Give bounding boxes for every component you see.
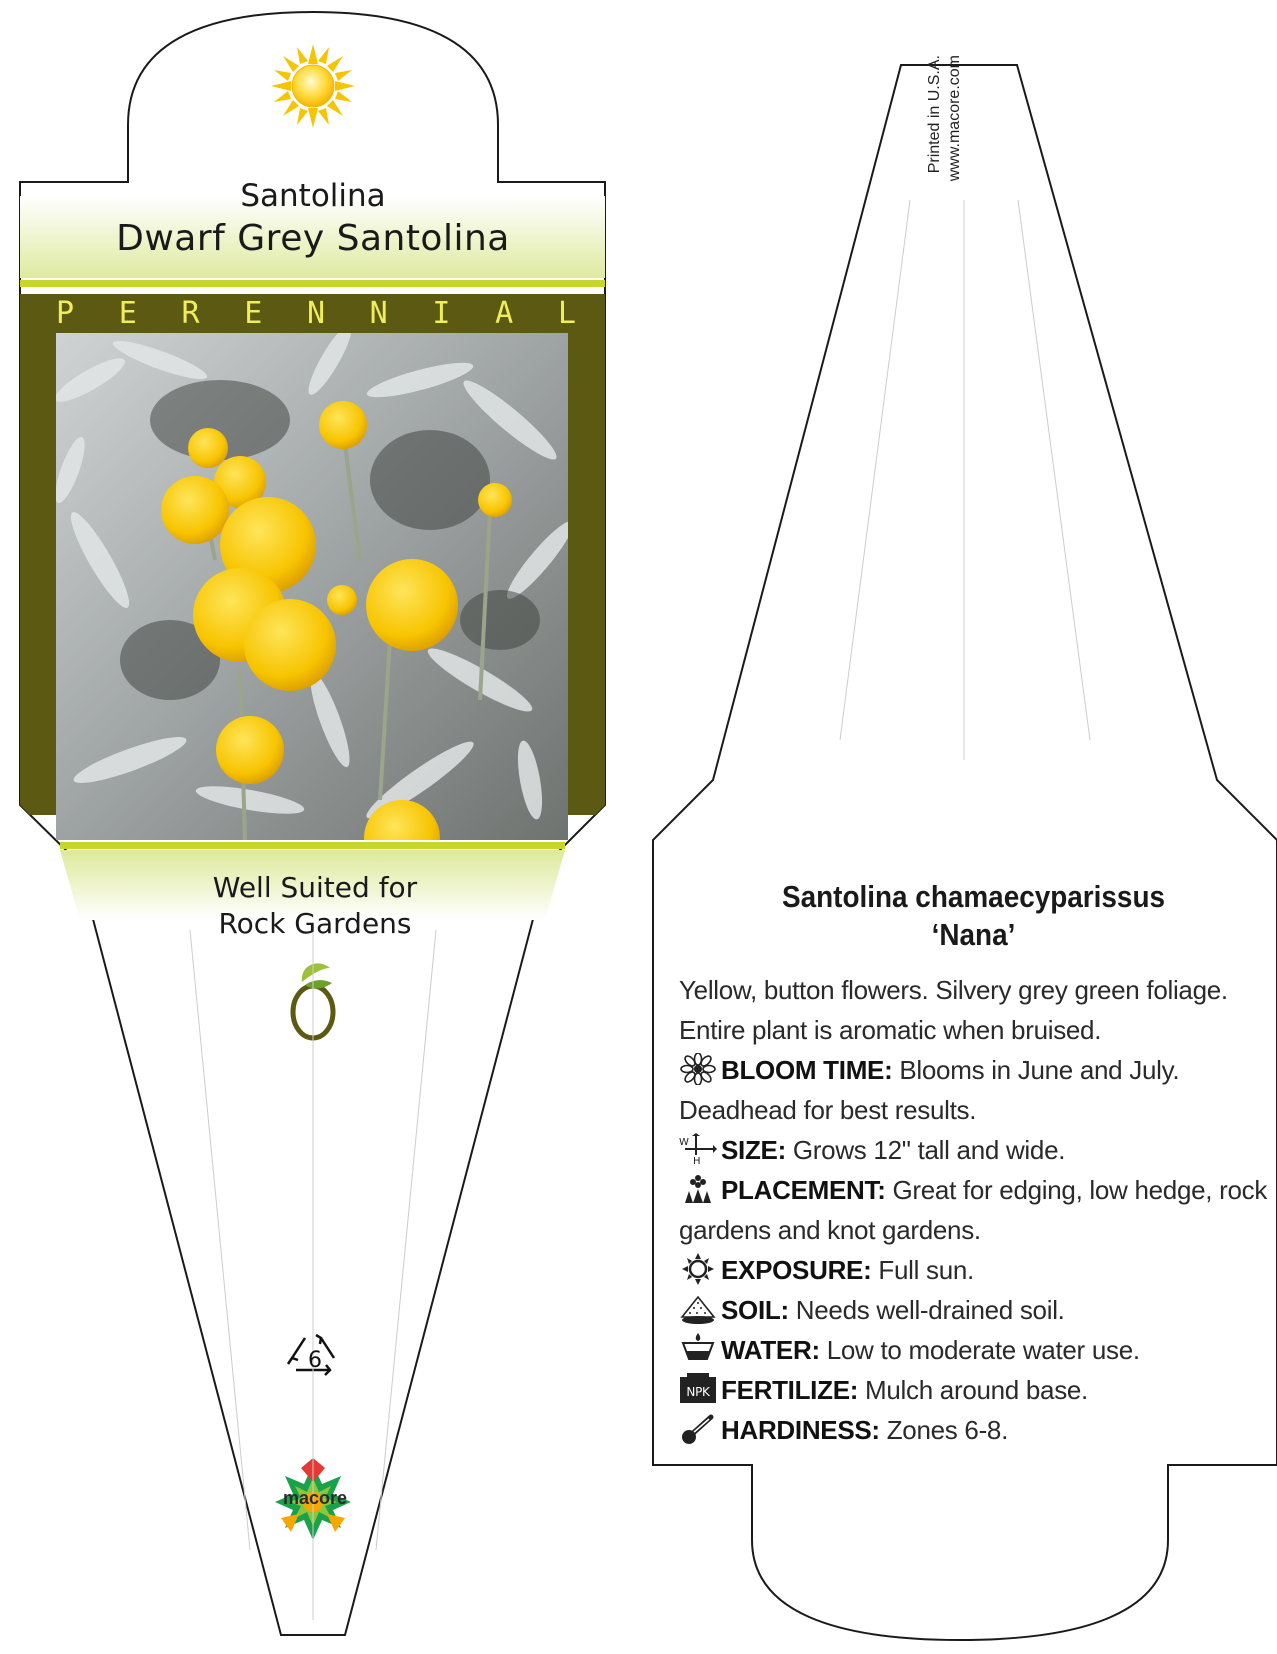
category-letter: N <box>306 296 325 331</box>
category-letter: N <box>369 296 388 331</box>
attribute-text: Zones 6-8. <box>879 1415 1009 1445</box>
category-letter: E <box>118 296 137 331</box>
category-letter: P <box>56 296 75 331</box>
care-description <box>679 970 1269 1450</box>
attribute-label: BLOOM TIME: <box>721 1055 893 1085</box>
plant-photo <box>50 321 580 876</box>
attribute-label: EXPOSURE: <box>721 1255 872 1285</box>
variety-name: Dwarf Grey Santolina <box>116 218 510 259</box>
attribute-text: Needs well-drained soil. <box>788 1295 1065 1325</box>
sun-logo-icon <box>271 44 355 128</box>
npk-icon <box>679 1373 717 1405</box>
attribute-size <box>679 1130 1269 1170</box>
website: www.macore.com <box>946 55 963 182</box>
sun-icon <box>679 1253 717 1285</box>
recycle-number: 6 <box>308 1348 322 1373</box>
brand-name: macore <box>282 1488 348 1508</box>
attribute-label: HARDINESS: <box>721 1415 880 1445</box>
size-icon <box>679 1133 717 1165</box>
printed-line: Printed in U.S.A. <box>926 55 943 174</box>
attribute-text: Blooms in June and July. Deadhead for best results. <box>679 1055 1180 1125</box>
category-letter: E <box>244 296 263 331</box>
flower-icon <box>679 1053 717 1085</box>
attribute-text: Full sun. <box>871 1255 974 1285</box>
attribute-label: SOIL: <box>721 1295 789 1325</box>
category-letter: I <box>432 296 451 331</box>
category-letter: L <box>557 296 576 331</box>
description: Yellow, button flowers. Silvery grey green foliage. Entire plant is aromatic when bruised. <box>679 975 1228 1045</box>
attribute-soil <box>679 1290 1269 1330</box>
attribute-placement <box>679 1170 1269 1250</box>
attribute-label: PLACEMENT: <box>721 1175 886 1205</box>
placement-icon <box>679 1173 717 1205</box>
thermometer-icon <box>679 1413 717 1445</box>
category-letter: A <box>495 296 514 331</box>
category-label <box>56 296 576 331</box>
attribute-fertilize <box>679 1370 1269 1410</box>
attribute-label: WATER: <box>721 1335 820 1365</box>
feature-text <box>110 870 520 942</box>
botanical-name <box>695 878 1253 954</box>
soil-icon <box>679 1293 717 1325</box>
cultivar-name: ‘Nana’ <box>931 917 1016 952</box>
header-divider <box>20 280 605 287</box>
botanical-name-line: Santolina chamaecyparissus <box>781 879 1166 914</box>
feature-line: Rock Gardens <box>218 907 412 940</box>
water-icon <box>679 1333 717 1365</box>
svg-text:H: H <box>693 1156 701 1165</box>
attribute-text: Great for edging, low hedge, rock gardens and knot gardens. <box>679 1175 1268 1245</box>
attribute-text: Low to moderate water use. <box>819 1335 1140 1365</box>
attribute-hardiness <box>679 1410 1269 1450</box>
attribute-exposure <box>679 1250 1269 1290</box>
attribute-water <box>679 1330 1269 1370</box>
attribute-text: Mulch around base. <box>858 1375 1088 1405</box>
svg-text:NPK: NPK <box>686 1385 710 1399</box>
attribute-label: SIZE: <box>721 1135 786 1165</box>
category-letter: R <box>181 296 200 331</box>
attribute-bloom <box>679 1050 1269 1130</box>
feature-line: Well Suited for <box>212 871 418 904</box>
attribute-text: Grows 12" tall and wide. <box>785 1135 1066 1165</box>
common-name: Santolina <box>240 178 386 214</box>
lower-divider <box>60 842 565 849</box>
svg-text:W: W <box>679 1137 689 1148</box>
attribute-label: FERTILIZE: <box>721 1375 859 1405</box>
